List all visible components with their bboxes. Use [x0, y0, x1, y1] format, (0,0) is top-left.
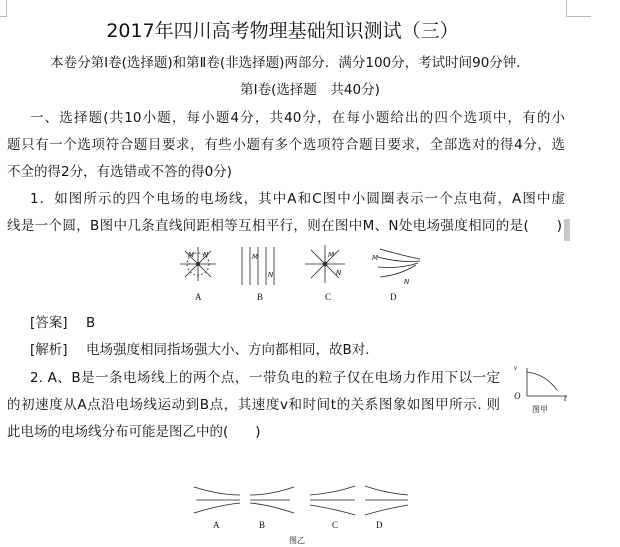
margin-mark	[0, 0, 7, 17]
answer-label: [答案]	[30, 315, 68, 331]
q2-line: 2. A、B是一条电场线上的两个点，一带负电的粒子仅在电场力作用下以一定	[30, 370, 500, 386]
figure-label: D	[376, 520, 383, 530]
field-diagram-b	[250, 487, 294, 513]
answer-value: B	[86, 315, 96, 331]
figure-caption: 图乙	[289, 536, 305, 545]
figure-label: C	[325, 292, 332, 302]
analysis-label: [解析]	[30, 342, 68, 358]
instruction-line: 不全的得2分，有选错或不答的得0分)	[7, 164, 232, 180]
graph-axis-t: t	[564, 393, 567, 403]
figure-label: A	[195, 292, 202, 302]
q1-line: 1．如图所示的四个电场的电场线，其中A和C图中小圆圈表示一个点电荷，A图中虚	[30, 191, 565, 207]
q2-line: 此电场的电场线分布可能是图乙中的( )	[7, 424, 261, 440]
svg-text:M: M	[372, 254, 379, 262]
svg-text:M: M	[328, 251, 335, 259]
graph-caption: 图甲	[532, 405, 548, 414]
figure-label: D	[390, 292, 397, 302]
figure-label: B	[259, 520, 266, 530]
field-diagram-d	[365, 486, 408, 515]
field-diagram-c	[310, 486, 355, 515]
section-heading: 第Ⅰ卷(选择题 共40分)	[240, 82, 380, 98]
document-title: 2017年四川高考物理基础知识测试（三）	[106, 20, 459, 42]
svg-text:N: N	[268, 271, 274, 279]
q1-line: 线是一个圆，B图中几条直线间距相等互相平行，则在图中M、N处电场强度相同的是( )	[7, 218, 562, 234]
graph-axis-v: v	[514, 364, 518, 372]
analysis-text: 电场强度相同指场强大小、方向都相同，故B对.	[86, 342, 370, 358]
graph-origin: O	[514, 391, 521, 401]
svg-text:M: M	[188, 251, 195, 259]
scrollbar-thumb[interactable]	[564, 219, 570, 241]
svg-text:M: M	[252, 253, 259, 261]
intro-text: 本卷分第Ⅰ卷(选择题)和第Ⅱ卷(非选择题)两部分．满分100分，考试时间90分钟．	[50, 55, 530, 71]
svg-text:N: N	[404, 278, 410, 286]
instruction-line: 一、选择题(共10小题，每小题4分，共40分，在每小题给出的四个选项中，有的小	[30, 110, 565, 126]
figure-label: A	[213, 520, 220, 530]
q2-line: 的初速度从A点沿电场线运动到B点，其速度v和时间t的关系图象如图甲所示. 则	[7, 397, 500, 413]
figure-label: B	[257, 292, 264, 302]
field-diagram-c	[305, 245, 345, 283]
instruction-line: 题只有一个选项符合题目要求，有些小题有多个选项符合题目要求，全部选对的得4分，选	[7, 137, 565, 153]
figure-label: C	[332, 520, 339, 530]
field-diagram-a	[180, 247, 216, 281]
q1-figure	[0, 245, 620, 355]
field-diagram-b	[242, 247, 274, 285]
margin-mark	[566, 0, 591, 17]
field-diagram-d	[372, 249, 420, 286]
q2-figure	[0, 483, 620, 523]
svg-text:N: N	[336, 269, 342, 277]
svg-text:N: N	[203, 251, 209, 259]
field-diagram-a	[194, 487, 240, 513]
